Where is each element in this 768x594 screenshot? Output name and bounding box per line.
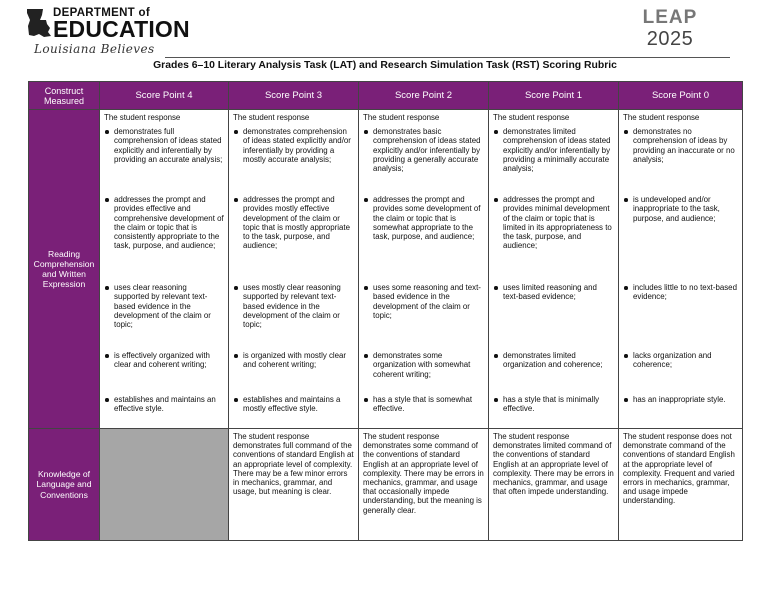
rc-score-2-bullet-2: addresses the prompt and provides some development of the claim or topic that is somewhat appropriate to the task, purpose, and audience; — [363, 195, 484, 283]
doe-tagline: Louisiana Believes — [34, 42, 155, 56]
construct-measured-header: Construct Measured — [29, 82, 100, 110]
rc-score-0-bullet-1: demonstrates no comprehension of ideas by providing an inaccurate or no analysis; — [623, 127, 738, 195]
rc-score-4-bullet-2: addresses the prompt and provides effective and comprehensive development of the claim or topic that is consistently appropriate to the task, purpose, and audience; — [104, 195, 224, 283]
rc-score-1-bullet-5: has a style that is minimally effective. — [493, 395, 614, 417]
rc-score-4-bullet-5: establishes and maintains an effective style. — [104, 395, 224, 417]
header-divider — [165, 57, 730, 58]
lc-score-0-cell: The student response does not demonstrate command of the conventions of standard English at the appropriate level of complexity. Frequent and varied errors in mechanics, grammar, and usage impede understanding. — [619, 429, 743, 541]
leap-word: LEAP — [642, 7, 698, 28]
rc-score-4-bullet-3: uses clear reasoning supported by relevant text-based evidence in the development of the claim or topic; — [104, 283, 224, 351]
rc-score-1-bullet-2: addresses the prompt and provides minimal development of the claim or topic that is limited in its appropriateness to the task, purpose, and audience; — [493, 195, 614, 283]
lc-score-4-cell — [100, 429, 229, 541]
rc-score-2-bullet-1: demonstrates basic comprehension of ideas stated explicitly and/or inferentially by providing a generally accurate analysis; — [363, 127, 484, 195]
doe-line1: DEPARTMENT of — [53, 7, 150, 19]
rc-score-3-cell — [229, 110, 359, 429]
rc-score-0-lead: The student response — [623, 113, 700, 122]
score-point-0-header: Score Point 0 — [619, 82, 743, 110]
reading-comprehension-row — [29, 110, 743, 429]
rc-score-2-bullet-5: has a style that is somewhat effective. — [363, 395, 484, 417]
rc-score-1-bullet-4: demonstrates limited organization and coherence; — [493, 351, 614, 395]
rc-score-1-bullet-3: uses limited reasoning and text-based evidence; — [493, 283, 614, 351]
language-conventions-row — [29, 429, 743, 541]
lc-score-3-cell: The student response demonstrates full command of the conventions of standard English at an appropriate level of complexity. There may be a few minor errors in mechanics, grammar, and usage, but meaning is clear. — [229, 429, 359, 541]
leap-logo — [640, 8, 700, 54]
rc-score-2-bullet-4: demonstrates some organization with somewhat coherent writing; — [363, 351, 484, 395]
rc-score-1-cell — [489, 110, 619, 429]
rc-score-2-bullet-3: uses some reasoning and text-based evidence in the development of the claim or topic; — [363, 283, 484, 351]
rc-score-0-cell — [619, 110, 743, 429]
rc-score-4-bullet-4: is effectively organized with clear and coherent writing; — [104, 351, 224, 395]
rc-score-1-bullet-1: demonstrates limited comprehension of ideas stated explicitly and/or inferentially by providing a minimally accurate analysis; — [493, 127, 614, 195]
rc-score-0-bullet-2: is undeveloped and/or inappropriate to the task, purpose, and audience; — [623, 195, 738, 283]
rc-score-4-lead: The student response — [104, 113, 181, 122]
leap-year: 2025 — [646, 28, 694, 50]
scoring-rubric-table — [28, 81, 743, 541]
lc-score-1-cell: The student response demonstrates limited command of the conventions of standard English at an appropriate level of complexity. There may be errors in mechanics, grammar, and usage that often impede understanding. — [489, 429, 619, 541]
lc-score-2-cell: The student response demonstrates some command of the conventions of standard English at an appropriate level of complexity. There may be errors in mechanics, grammar, and usage that occasionally impede understanding, but the meaning is generally clear. — [359, 429, 489, 541]
score-point-1-header: Score Point 1 — [489, 82, 619, 110]
rc-score-4-cell — [100, 110, 229, 429]
rc-score-3-bullet-4: is organized with mostly clear and coherent writing; — [233, 351, 354, 395]
rc-score-3-bullet-1: demonstrates comprehension of ideas stated explicitly and/or inferentially by providing a mostly accurate analysis; — [233, 127, 354, 195]
department-of-education-logo — [26, 6, 190, 56]
rc-score-3-bullet-2: addresses the prompt and provides mostly effective development of the claim or topic that is mostly appropriate to the task, purpose, and audience; — [233, 195, 354, 283]
rc-score-2-lead: The student response — [363, 113, 440, 122]
rc-score-3-bullet-5: establishes and maintains a mostly effective style. — [233, 395, 354, 417]
rc-score-3-lead: The student response — [233, 113, 310, 122]
rc-score-1-lead: The student response — [493, 113, 570, 122]
score-point-4-header: Score Point 4 — [100, 82, 229, 110]
doe-line2: EDUCATION — [53, 16, 190, 42]
rc-score-0-bullet-4: lacks organization and coherence; — [623, 351, 738, 395]
rc-score-4-bullet-1: demonstrates full comprehension of ideas stated explicitly and inferentially by providing an accurate analysis; — [104, 127, 224, 195]
score-point-2-header: Score Point 2 — [359, 82, 489, 110]
rc-score-2-cell — [359, 110, 489, 429]
document-title: Grades 6–10 Literary Analysis Task (LAT) and Research Simulation Task (RST) Scoring Rubric — [153, 60, 617, 71]
rc-score-0-bullet-3: includes little to no text-based evidence; — [623, 283, 738, 351]
construct-reading-comprehension: Reading Comprehension and Written Expression — [29, 110, 100, 429]
louisiana-state-icon — [26, 8, 52, 38]
score-point-3-header: Score Point 3 — [229, 82, 359, 110]
construct-language-conventions: Knowledge of Language and Conventions — [29, 429, 100, 541]
rc-score-3-bullet-3: uses mostly clear reasoning supported by relevant text-based evidence in the development of the claim or topic; — [233, 283, 354, 351]
header-row — [29, 82, 743, 110]
rc-score-0-bullet-5: has an inappropriate style. — [623, 395, 738, 417]
